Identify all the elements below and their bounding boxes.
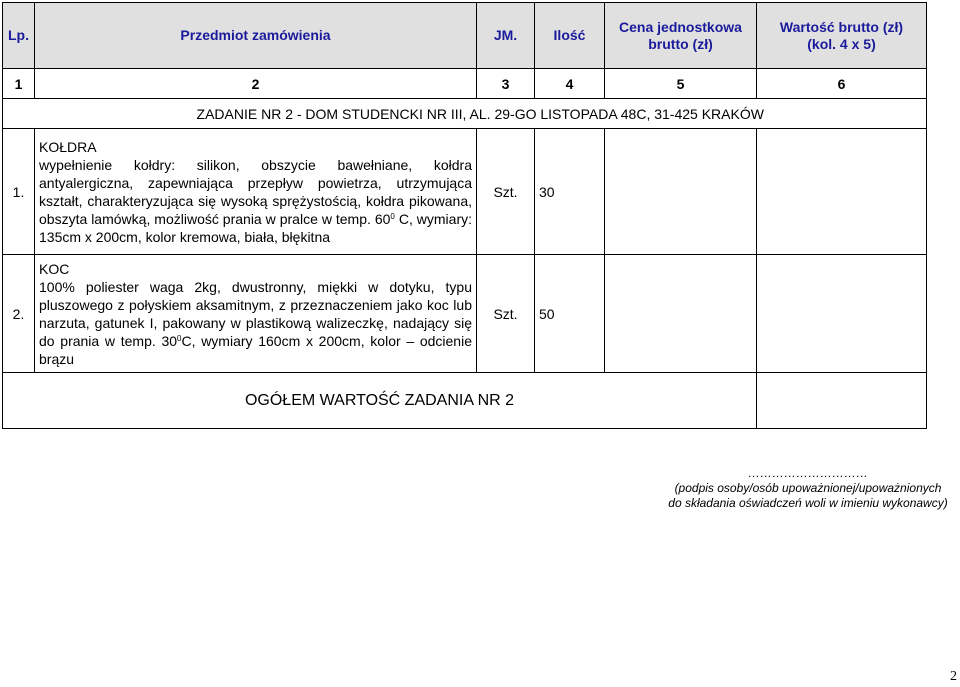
header-row: [3, 3, 927, 69]
item-qty: 30: [535, 129, 605, 255]
header-wartosc: [757, 3, 927, 69]
table-row: [3, 129, 927, 255]
header-wartosc-line1: Wartość brutto (zł): [779, 18, 904, 35]
total-label: OGÓŁEM WARTOŚĆ ZADANIA NR 2: [3, 373, 757, 429]
header-przedmiot: Przedmiot zamówienia: [35, 3, 477, 69]
signature-line-1: (podpis osoby/osób upoważnionej/upoważnionych: [674, 481, 942, 495]
column-number: 3: [477, 69, 535, 99]
header-cena: [605, 3, 757, 69]
item-jm: Szt.: [477, 129, 535, 255]
signature-block: [658, 466, 958, 511]
signature-dots: …………………………: [748, 466, 868, 480]
item-lp: 1.: [3, 129, 35, 255]
item-desc-text: 100% poliester waga 2kg, dwustronny, miękki w dotyku, typu pluszowego z połyskiem aksamitnym, z przeznaczeniem jako koc lub narzuta, gatunek I, pakowany w plastikową walizeczkę, nadający się do prania w temp. 30: [39, 278, 472, 349]
item-description: [35, 129, 477, 255]
order-table: [2, 2, 927, 429]
item-title: KOC: [39, 260, 70, 277]
total-value: [757, 373, 927, 429]
column-number-row: [3, 69, 927, 99]
table-row: [3, 255, 927, 373]
column-number: 6: [757, 69, 927, 99]
signature-line-2: do składania oświadczeń woli w imieniu wykonawcy): [668, 496, 948, 510]
column-number: 1: [3, 69, 35, 99]
header-cena-line2: brutto (zł): [648, 35, 713, 52]
item-price: [605, 129, 757, 255]
header-cena-line1: Cena jednostkowa: [619, 18, 742, 35]
item-desc-text: wypełnienie kołdry: silikon, obszycie bawełniane, kołdra antyalergiczna, zapewniająca przepływ powietrza, utrzymująca kształt, charakteryzująca się wysoką sprężystością, kołdra pikowana, obszyta lamówką, możliwość prania w pralce w temp. 60: [39, 156, 472, 227]
item-value: [757, 129, 927, 255]
item-desc-text: C, wymiary 160cm x 200cm, kolor – odcienie brązu: [39, 332, 472, 367]
item-jm: Szt.: [477, 255, 535, 373]
item-description: [35, 255, 477, 373]
item-value: [757, 255, 927, 373]
header-ilosc: Ilość: [535, 3, 605, 69]
header-wartosc-line2: (kol. 4 x 5): [807, 35, 876, 52]
item-desc-text: C, wymiary: 135cm x 200cm, kolor kremowa, biała, błękitna: [39, 210, 472, 245]
column-number: 4: [535, 69, 605, 99]
section-row: [3, 99, 927, 129]
total-row: [3, 373, 927, 429]
item-qty: 50: [535, 255, 605, 373]
degree-superscript: 0: [177, 333, 182, 343]
item-lp: 2.: [3, 255, 35, 373]
section-spacer: [3, 99, 35, 129]
header-jm: JM.: [477, 3, 535, 69]
item-title: KOŁDRA: [39, 138, 97, 155]
column-number: 2: [35, 69, 477, 99]
header-lp: Lp.: [3, 3, 35, 69]
column-number: 5: [605, 69, 757, 99]
section-title: ZADANIE NR 2 - DOM STUDENCKI NR III, AL. 29-GO LISTOPADA 48C, 31-425 KRAKÓW: [35, 99, 927, 129]
item-price: [605, 255, 757, 373]
page-number: 2: [950, 669, 957, 684]
degree-superscript: 0: [390, 211, 395, 221]
